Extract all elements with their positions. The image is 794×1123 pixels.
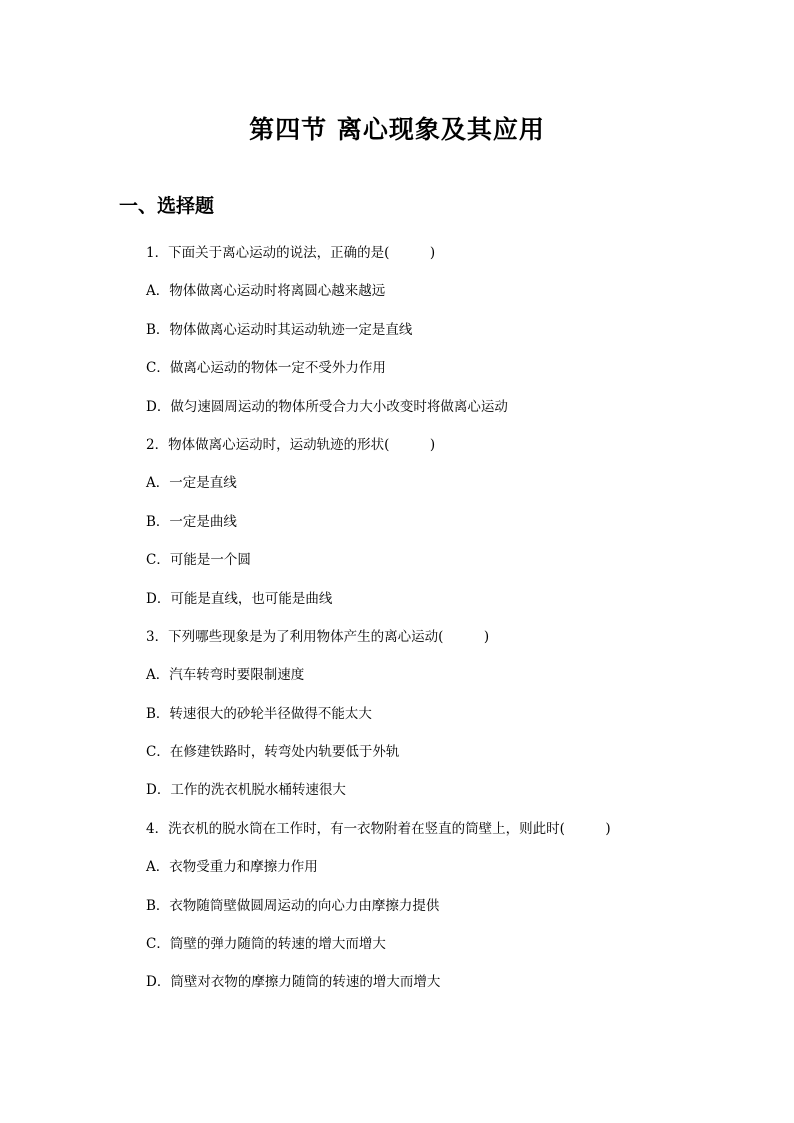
question-1-option-a: A．物体做离心运动时将离圆心越来越远 — [146, 283, 386, 300]
question-3-option-b: B．转速很大的砂轮半径做得不能太大 — [146, 705, 372, 722]
question-1-option-c: C．做离心运动的物体一定不受外力作用 — [146, 360, 386, 377]
question-2-option-a: A．一定是直线 — [146, 475, 237, 492]
question-4-option-c: C．筒壁的弹力随筒的转速的增大而增大 — [146, 936, 386, 953]
question-2-stem: 2．物体做离心运动时，运动轨迹的形状( ) — [146, 436, 436, 453]
question-list — [146, 240, 706, 1008]
question-4-option-d: D．筒壁对衣物的摩擦力随筒的转速的增大而增大 — [146, 974, 441, 991]
page-title: 第四节 离心现象及其应用 — [249, 115, 545, 144]
section-heading: 一、选择题 — [119, 195, 215, 217]
question-2-option-c: C．可能是一个圆 — [146, 552, 251, 569]
question-4-option-a: A．衣物受重力和摩擦力作用 — [146, 859, 318, 876]
question-3-option-c: C．在修建铁路时，转弯处内轨要低于外轨 — [146, 744, 400, 761]
question-1-option-b: B．物体做离心运动时其运动轨迹一定是直线 — [146, 321, 413, 338]
question-4-stem: 4．洗衣机的脱水筒在工作时，有一衣物附着在竖直的筒壁上，则此时( ) — [146, 820, 611, 837]
question-2-option-d: D．可能是直线，也可能是曲线 — [146, 590, 333, 607]
question-3-stem: 3．下列哪些现象是为了利用物体产生的离心运动( ) — [146, 628, 490, 645]
question-4-option-b: B．衣物随筒壁做圆周运动的向心力由摩擦力提供 — [146, 897, 440, 914]
question-2-option-b: B．一定是曲线 — [146, 513, 237, 530]
question-3-option-d: D．工作的洗衣机脱水桶转速很大 — [146, 782, 346, 799]
question-1-option-d: D．做匀速圆周运动的物体所受合力大小改变时将做离心运动 — [146, 398, 508, 415]
question-3-option-a: A．汽车转弯时要限制速度 — [146, 667, 305, 684]
question-1-stem: 1．下面关于离心运动的说法，正确的是( ) — [146, 245, 436, 261]
